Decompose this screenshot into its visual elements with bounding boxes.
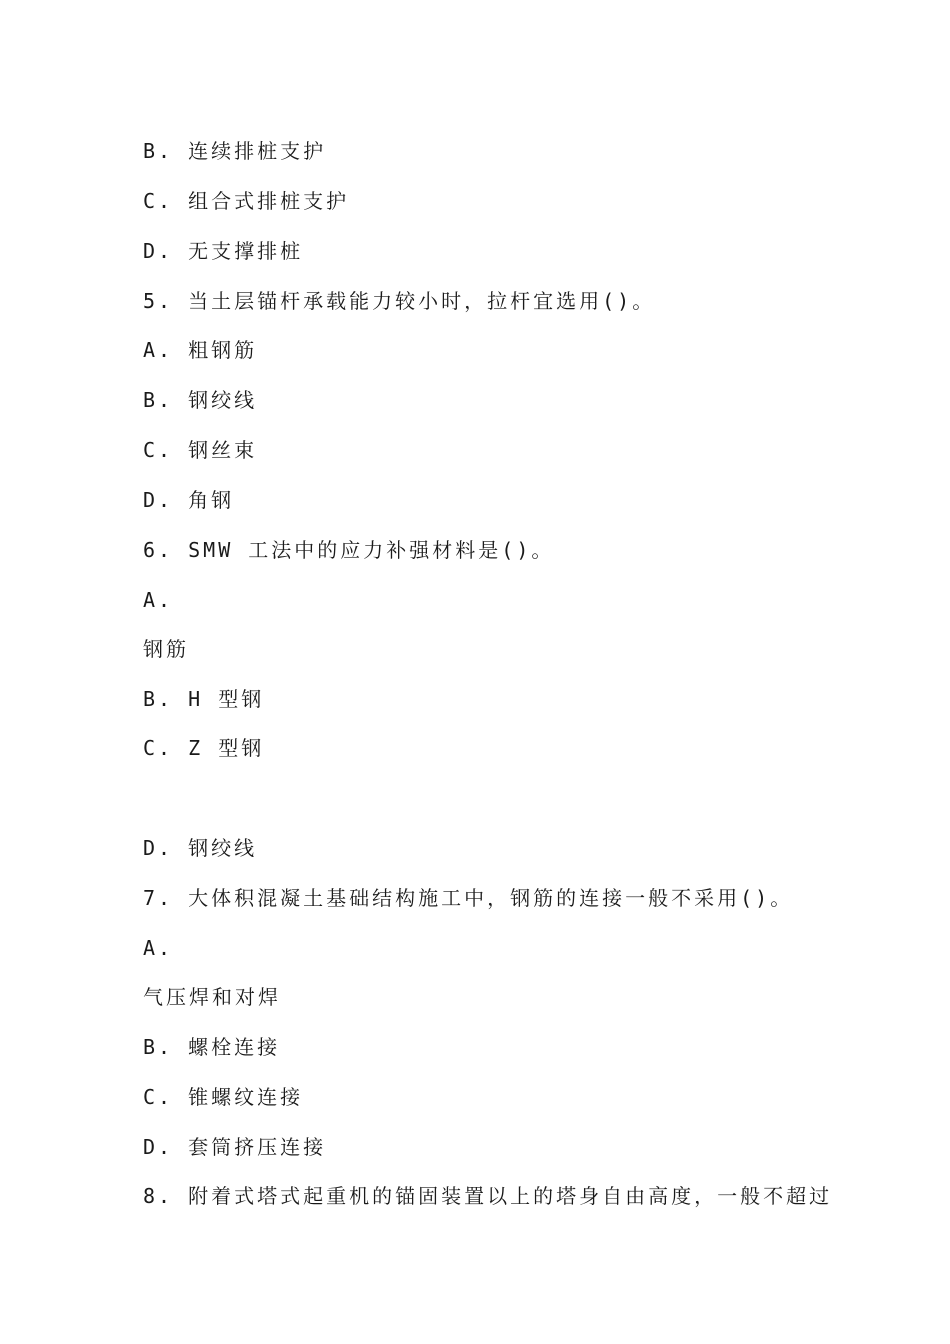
question-7: 7. 大体积混凝土基础结构施工中，钢筋的连接一般不采用()。 xyxy=(143,886,794,910)
option-a-line: A. 粗钢筋 xyxy=(143,338,258,362)
option-b-line: B. 连续排桩支护 xyxy=(143,139,327,163)
option-a-line: A. xyxy=(143,936,174,960)
option-b-line: B. 螺栓连接 xyxy=(143,1035,281,1059)
option-d-line: D. 角钢 xyxy=(143,488,235,512)
option-c-line: C. 锥螺纹连接 xyxy=(143,1085,304,1109)
option-c-line: C. Z 型钢 xyxy=(143,736,265,760)
option-a-line: A. xyxy=(143,588,174,612)
question-8: 8. 附着式塔式起重机的锚固装置以上的塔身自由高度，一般不超过 xyxy=(143,1184,833,1208)
option-a-text: 钢筋 xyxy=(143,637,189,661)
option-b-line: B. 钢绞线 xyxy=(143,388,258,412)
question-6: 6. SMW 工法中的应力补强材料是()。 xyxy=(143,538,555,562)
option-c-line: C. 组合式排桩支护 xyxy=(143,189,350,213)
question-5: 5. 当土层锚杆承载能力较小时，拉杆宜选用()。 xyxy=(143,289,656,313)
option-d-line: D. 钢绞线 xyxy=(143,836,258,860)
option-d-line: D. 套筒挤压连接 xyxy=(143,1135,327,1159)
option-d-line: D. 无支撑排桩 xyxy=(143,239,304,263)
option-b-line: B. H 型钢 xyxy=(143,687,265,711)
option-c-line: C. 钢丝束 xyxy=(143,438,258,462)
option-a-text: 气压焊和对焊 xyxy=(143,985,281,1009)
